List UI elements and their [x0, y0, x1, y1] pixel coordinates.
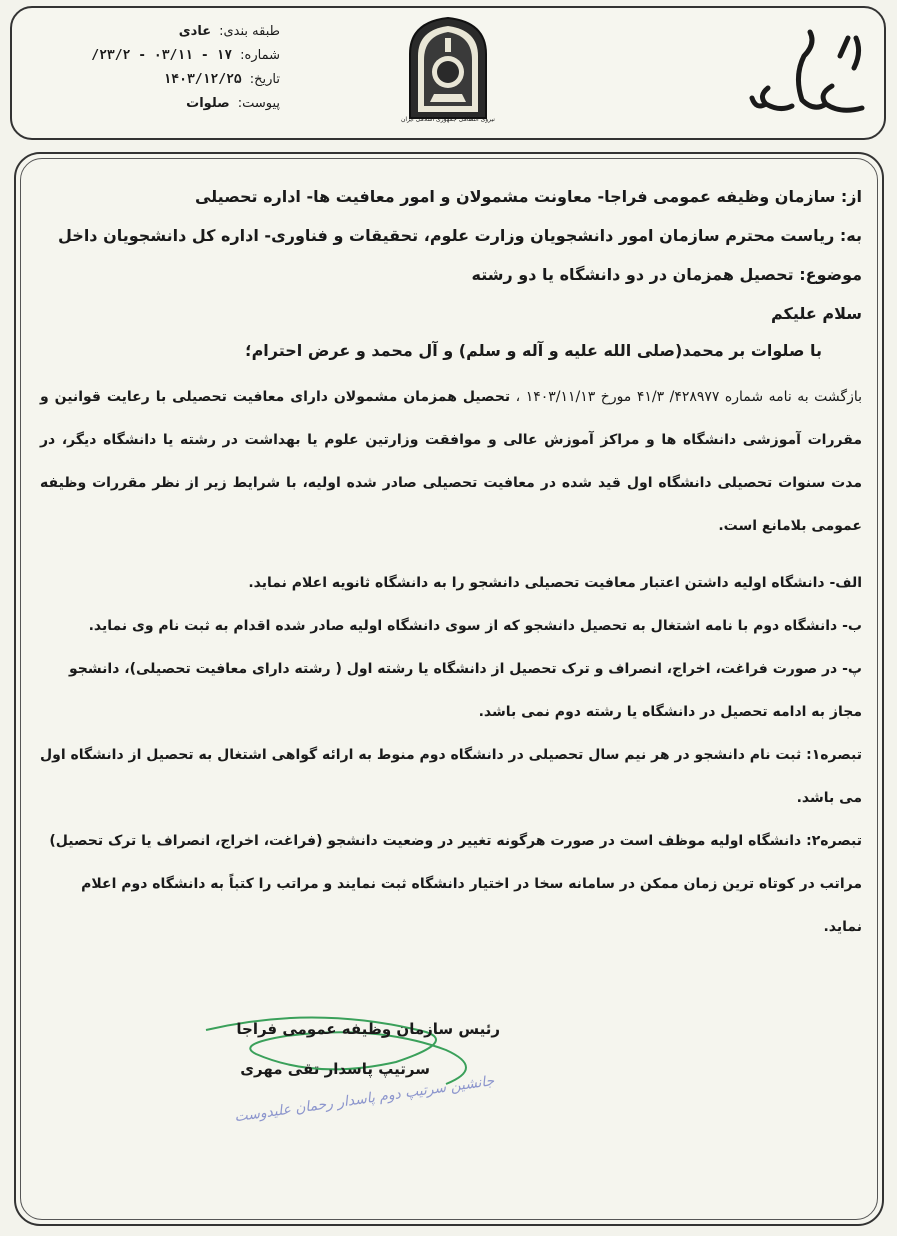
note-2: تبصره۲: دانشگاه اولیه موظف است در صورت هرگونه تغییر در وضعیت دانشجو (فراغت، اخراج، انصراف یا ترک تحصیل) مراتب در کوتاه ترین زمان ممکن در سامانه سخا در اختیار دانشگاه ثبت نمایند و مراتب را کتباً به دانشگاه دوم اعلام نماید.	[49, 833, 862, 935]
attachment-value: صلوات	[186, 96, 230, 111]
body-main: تحصیل همزمان مشمولان دارای معافیت تحصیلی با رعایت قوانین و مقررات آموزشی دانشگاه ها و مراکز آموزش عالی و موافقت وزارتین علوم یا بهداشت در رشته یا دانشگاه دیگر، در مدت سنوات تحصیلی دانشگاه اول قید شده در معافیت تحصیلی صادر شده اولیه، با شرایط زیر از نظر مقررات وظیفه عمومی بلامانع است.	[40, 389, 862, 534]
body-intro: بازگشت به نامه شماره ۴۲۸۹۷۷/ ۴۱/۳ مورخ ۱۴۰۳/۱۱/۱۳ ،	[515, 389, 862, 405]
item-pe: پ- در صورت فراغت، اخراج، انصراف و ترک تحصیل از دانشگاه یا رشته اول ( رشته دارای معافیت تحصیلی)، دانشجو مجاز به ادامه تحصیل در دانشگاه یا رشته دوم نمی باشد.	[69, 661, 862, 720]
police-emblem-icon	[402, 14, 494, 132]
number-label: شماره:	[240, 48, 280, 63]
classification-row	[60, 20, 280, 44]
attachment-label: پیوست:	[237, 96, 280, 111]
item-be: ب- دانشگاه دوم با نامه اشتغال به تحصیل دانشجو که از سوی دانشگاه اولیه صادر شده اقدام به ثبت نام وی نماید.	[88, 618, 862, 634]
attachment-row	[60, 92, 280, 116]
greeting: سلام علیکم	[770, 304, 862, 323]
letter-metadata	[60, 20, 280, 116]
number-value: ۱۷ - ۰۳/۱۱ - ۲۳/۲/	[91, 48, 233, 63]
letter-subject: موضوع: تحصیل همزمان در دو دانشگاه یا دو رشته	[471, 265, 862, 284]
date-label: تاریخ:	[249, 72, 280, 87]
emblem-caption: نیروی انتظامی جمهوری اسلامی ایران	[401, 116, 495, 123]
signatory-name: سرتیپ پاسدار تقی مهری	[240, 1060, 430, 1078]
date-row	[60, 68, 280, 92]
signature-block	[200, 1020, 500, 1078]
letter-from: از: سازمان وظیفه عمومی فراجا- معاونت مشمولان و امور معافیت ها- اداره تحصیلی	[194, 187, 862, 206]
basmala-calligraphy	[744, 16, 874, 126]
letter-content	[40, 178, 862, 949]
classification-value: عادی	[178, 24, 212, 39]
classification-label: طبقه بندی:	[219, 24, 280, 39]
number-row	[60, 44, 280, 68]
item-alef: الف- دانشگاه اولیه داشتن اعتبار معافیت تحصیلی دانشجو را به دانشگاه ثانویه اعلام نماید.	[248, 575, 862, 591]
salawat-line: با صلوات بر محمد(صلی الله علیه و آله و سلم) و آل محمد و عرض احترام؛	[245, 341, 822, 360]
deputy-handwritten-note: جانشین سرتیپ دوم پاسدار رحمان علیدوست	[233, 1073, 496, 1126]
date-value: ۱۴۰۳/۱۲/۲۵	[163, 72, 242, 87]
letter-to: به: ریاست محترم سازمان امور دانشجویان وزارت علوم، تحقیقات و فناوری- اداره کل دانشجویان داخل	[58, 226, 862, 245]
body-paragraph	[40, 376, 862, 548]
note-1: تبصره۱: ثبت نام دانشجو در هر نیم سال تحصیلی در دانشگاه دوم منوط به ارائه گواهی اشتغال به تحصیل از دانشگاه اول می باشد.	[39, 747, 862, 806]
signatory-title: رئیس سازمان وظیفه عمومی فراجا	[236, 1020, 500, 1038]
